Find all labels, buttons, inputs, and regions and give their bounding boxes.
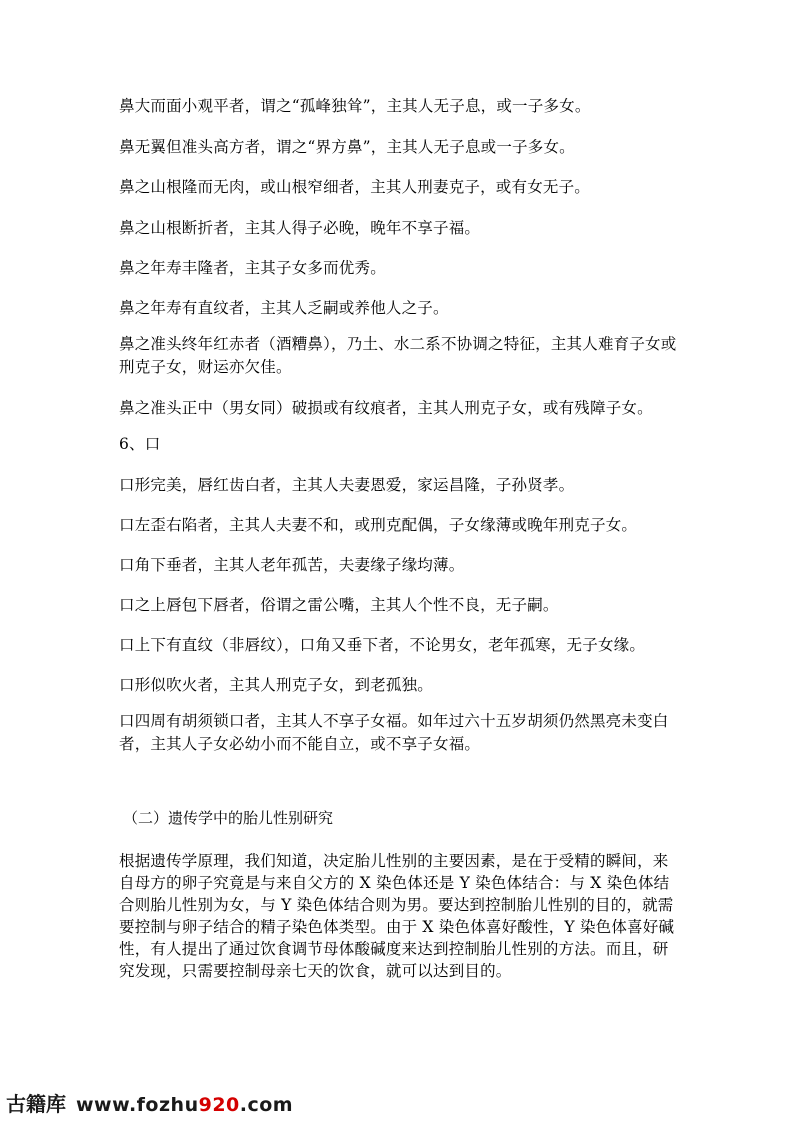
paragraph: 鼻之准头终年红赤者（酒糟鼻），乃土、水二系不协调之特征，主其人难育子女或刑克子女，财运亦欠佳。 <box>119 335 677 376</box>
paragraph: 口四周有胡须锁口者，主其人不享子女福。如年过六十五岁胡须仍然黑亮未变白者，主其人子女必幼小而不能自立，或不享子女福。 <box>119 712 669 753</box>
paragraph: 鼻无翼但准头高方者，谓之“界方鼻”，主其人无子息或一子多女。 <box>119 138 575 156</box>
paragraph: 口上下有直纹（非唇纹），口角又垂下者，不论男女，老年孤寒，无子女缘。 <box>119 636 646 654</box>
section-number-heading: 6、口 <box>119 435 161 453</box>
paragraph: 口角下垂者，主其人老年孤苦，夫妻缘子缘均薄。 <box>119 556 465 574</box>
paragraph: 口之上唇包下唇者，俗谓之雷公嘴，主其人个性不良，无子嗣。 <box>119 596 559 614</box>
footer-brand: 古籍库 <box>6 1092 66 1116</box>
footer-url-prefix: www.fozhu <box>76 1094 199 1116</box>
footer-watermark <box>6 1088 293 1118</box>
section-heading: （二）遗传学中的胎儿性别研究 <box>123 809 334 827</box>
paragraph: 鼻之年寿有直纹者，主其人乏嗣或养他人之子。 <box>119 299 449 317</box>
paragraph: 鼻之山根隆而无肉，或山根窄细者，主其人刑妻克子，或有女无子。 <box>119 178 591 196</box>
footer-url-suffix: .com <box>239 1094 294 1116</box>
paragraph: 口形完美，唇红齿白者，主其人夫妻恩爱，家运昌隆，子孙贤孝。 <box>119 476 575 494</box>
paragraph: 鼻之年寿丰隆者，主其子女多而优秀。 <box>119 259 386 277</box>
footer-url <box>76 1094 293 1116</box>
paragraph: 口形似吹火者，主其人刑克子女，到老孤独。 <box>119 676 434 694</box>
paragraph: 口左歪右陷者，主其人夫妻不和，或刑克配偶，子女缘薄或晚年刑克子女。 <box>119 516 638 534</box>
footer-url-number: 920 <box>198 1094 240 1116</box>
paragraph: 鼻大而面小观平者，谓之“孤峰独耸”，主其人无子息，或一子多女。 <box>119 97 591 115</box>
paragraph: 鼻之准头正中（男女同）破损或有纹痕者，主其人刑克子女，或有残障子女。 <box>119 399 653 417</box>
paragraph: 鼻之山根断折者，主其人得子必晚，晚年不享子福。 <box>119 219 481 237</box>
body-paragraph: 根据遗传学原理，我们知道，决定胎儿性别的主要因素，是在于受精的瞬间，来自母方的卵子究竟是与来自父方的 X 染色体还是 Y 染色体结合：与 X 染色体结合则胎儿性别为女，与 Y 染色体结合则为男。要达到控制胎儿性别的目的，就需要控制与卵子结合的精子染色体类型。由于 X 染色体喜好酸性，Y 染色体喜好碱性，有人提出了通过饮食调节母体酸碱度来达到控制胎儿性别的方法。而且，研究发现，只需要控制母亲七天的饮食，就可以达到目的。 <box>119 852 675 980</box>
